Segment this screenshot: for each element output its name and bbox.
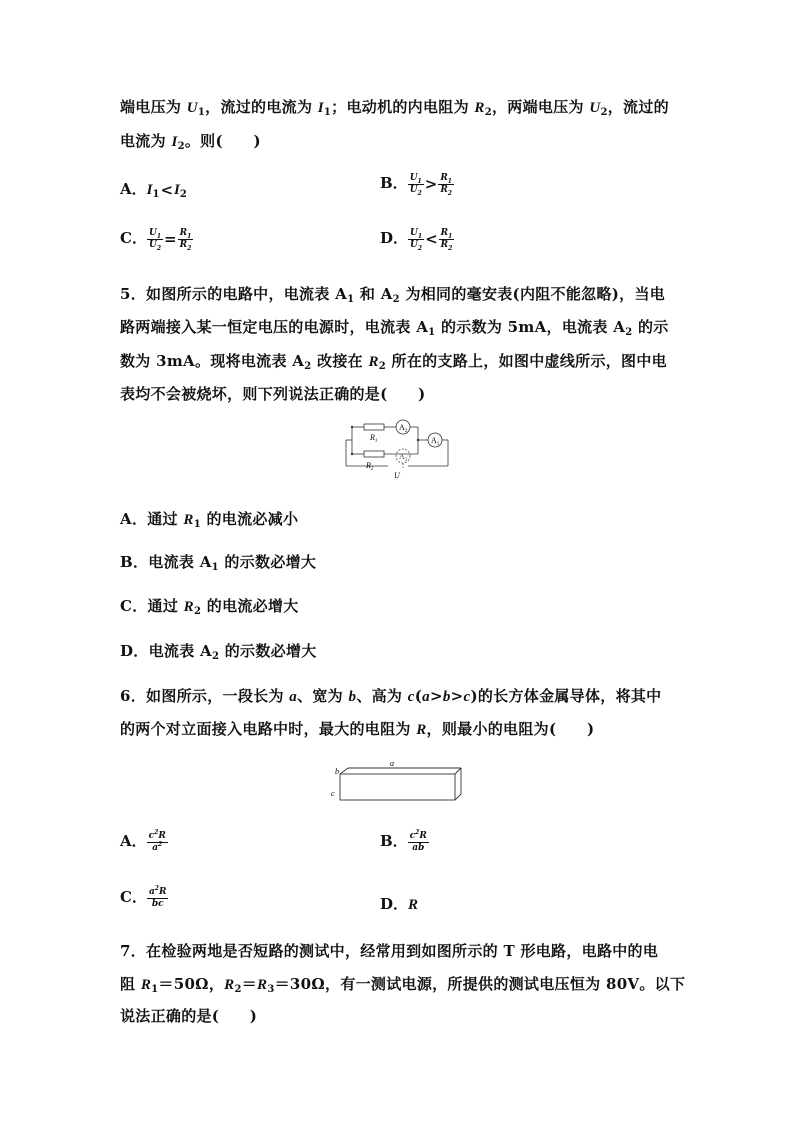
sub: 1 [417, 177, 422, 185]
var: U [186, 100, 198, 116]
q7-line-1 [120, 940, 658, 961]
text: 。则( ) [184, 132, 261, 150]
relation: < [160, 181, 174, 199]
sub: 2 [392, 294, 400, 305]
var: R [440, 227, 449, 238]
sub: 1 [193, 519, 201, 530]
sub: 3 [267, 984, 275, 995]
var: c [148, 830, 155, 841]
q5-line-4 [120, 383, 426, 404]
q6-line-1 [120, 685, 661, 706]
var: ab [412, 842, 425, 853]
text: 数为 3mA。现将电流表 A [120, 352, 305, 370]
var: R [183, 599, 194, 615]
var: R [183, 512, 194, 528]
fraction [439, 228, 455, 251]
var: b [348, 689, 357, 705]
var: U [409, 184, 418, 195]
var: R [440, 184, 448, 195]
var: R [257, 977, 268, 993]
var: R [440, 172, 448, 183]
sub: 1 [323, 107, 332, 118]
var: R [368, 354, 379, 370]
option-label: C． [120, 229, 147, 247]
option-label: D． [380, 895, 409, 913]
a2-label: $A_2$ [399, 423, 408, 434]
q4-option-c[interactable] [120, 227, 193, 251]
text: 的两个对立面接入电路中时，最大的电阻为 [120, 720, 417, 738]
var: I [146, 182, 153, 198]
var: R [179, 239, 188, 250]
q7-line-3 [120, 1005, 257, 1026]
option-label: A． [120, 832, 147, 850]
sub: 1 [151, 984, 159, 995]
text: > [450, 687, 464, 705]
sub: 2 [625, 327, 633, 338]
q5-circuit-diagram [340, 416, 456, 480]
option-label: D． [380, 229, 409, 247]
sub: 1 [428, 327, 436, 338]
height-label: c [331, 789, 335, 798]
text: 路两端接入某一恒定电压的电源时，电流表 A [120, 318, 429, 336]
q6-line-2 [120, 718, 594, 739]
sub: 1 [448, 232, 453, 240]
sup: 2 [158, 840, 163, 848]
text: 表均不会被烧坏，则下列说法正确的是( ) [120, 385, 426, 403]
sub: 2 [179, 189, 187, 200]
var: R [224, 977, 235, 993]
fraction [147, 228, 163, 251]
text: ；电动机的内电阻为 [331, 98, 475, 116]
length-label: a [390, 759, 394, 768]
text: 的示数必增大 [218, 553, 317, 571]
var: R [140, 977, 152, 993]
q4-line-2 [120, 130, 261, 151]
text: 7．在检验两地是否短路的测试中，经常用到如图所示的 T 形电路，电路中的电 [120, 942, 659, 960]
fraction [408, 173, 424, 196]
option-label: B． [380, 174, 408, 192]
var: R [416, 722, 427, 738]
sub: 1 [347, 294, 355, 305]
q5-option-d[interactable] [120, 640, 317, 661]
var: U [589, 100, 601, 116]
r2-label: $R_2$ [366, 461, 374, 472]
var: I [317, 100, 324, 116]
fraction [408, 228, 424, 251]
sub: 1 [447, 177, 452, 185]
q6-option-b[interactable] [380, 830, 429, 854]
r1-label: $R_1$ [370, 433, 378, 444]
q4-line-1 [120, 96, 669, 117]
sub: 2 [193, 606, 202, 617]
sub: 2 [234, 984, 242, 995]
sub: 2 [156, 244, 161, 252]
var: R [179, 227, 188, 238]
text: A．通过 [120, 510, 184, 528]
q4-option-b[interactable] [380, 172, 454, 196]
q6-option-c[interactable] [120, 886, 168, 910]
text: ( [414, 687, 423, 705]
text: > [429, 687, 443, 705]
text: D．电流表 A [120, 642, 212, 660]
var: I [174, 182, 180, 198]
fraction [438, 173, 454, 196]
q7-line-2 [120, 973, 685, 994]
text: ＝ [241, 975, 258, 993]
text: ＝50Ω， [158, 975, 225, 993]
sub: 2 [187, 244, 192, 252]
text: 的电流必减小 [200, 510, 299, 528]
text: 端电压为 [120, 98, 187, 116]
var: bc [151, 898, 164, 909]
relation: > [424, 175, 438, 193]
a2-dashed-label: $A_2$ [399, 452, 408, 463]
text: 阻 [120, 975, 141, 993]
sub: 1 [417, 232, 423, 240]
sub: 2 [447, 189, 452, 197]
sup: 2 [154, 828, 159, 836]
var: R [474, 100, 485, 116]
option-label: A． [120, 180, 147, 198]
text: 的示 [632, 318, 669, 336]
text: 、宽为 [297, 687, 349, 705]
sub: 1 [211, 562, 219, 573]
fraction [178, 228, 194, 251]
q5-option-b[interactable] [120, 551, 316, 572]
sub: 2 [177, 141, 185, 152]
var: a [148, 886, 155, 897]
text: 的示数必增大 [219, 642, 317, 660]
text: 改接在 [311, 352, 369, 370]
text: 为相同的毫安表(内阻不能忽略)，当电 [399, 285, 666, 303]
option-label: B． [380, 832, 408, 850]
text: ，流过的电流为 [205, 98, 318, 116]
text: ＝30Ω，有一测试电源，所提供的测试电压恒为 80V。以下 [274, 975, 686, 993]
q5-line-1 [120, 283, 665, 304]
var: R [440, 239, 449, 250]
fraction [147, 884, 169, 910]
var: U [148, 239, 157, 250]
text: 5．如图所示的电路中，电流表 A [120, 285, 348, 303]
relation: = [164, 230, 177, 248]
var: R [408, 897, 419, 913]
q5-line-2 [120, 316, 669, 337]
q6-cuboid-diagram [330, 758, 465, 806]
var: U [148, 227, 157, 238]
u-label: U [394, 471, 400, 480]
a1-label: $A_1$ [431, 436, 440, 447]
sup: 2 [415, 828, 420, 836]
text: 所在的支路上，如图中虚线所示，图中电 [386, 352, 667, 370]
sup: 2 [154, 884, 159, 892]
text: ，两端电压为 [491, 98, 590, 116]
var: R [419, 830, 427, 841]
var: a [152, 842, 159, 853]
q6-option-a[interactable] [120, 830, 168, 854]
var: I [171, 134, 178, 150]
q5-option-a[interactable] [120, 508, 298, 529]
var: R [158, 830, 166, 841]
var: a [422, 689, 430, 705]
q4-option-a[interactable] [120, 178, 187, 199]
sub: 2 [600, 107, 608, 118]
width-label: b [335, 767, 339, 776]
var: R [158, 886, 167, 897]
text: 和 A [354, 285, 393, 303]
var: U [409, 172, 418, 183]
text: 电流为 [120, 132, 172, 150]
text: 的示数为 5mA，电流表 A [435, 318, 626, 336]
sub: 1 [187, 232, 192, 240]
text: 说法正确的是( ) [120, 1007, 258, 1025]
text: 的电流必增大 [201, 597, 299, 615]
var: U [410, 239, 418, 250]
text: ，则最小的电阻为( ) [426, 720, 595, 738]
var: b [442, 689, 451, 705]
fraction [408, 828, 429, 854]
sub: 2 [484, 107, 492, 118]
var: U [410, 227, 418, 238]
sub: 2 [211, 651, 220, 662]
sub: 1 [152, 189, 160, 200]
sub: 1 [156, 232, 161, 240]
sub: 1 [197, 107, 206, 118]
text: )的长方体金属导体，将其中 [470, 687, 662, 705]
option-label: C． [120, 888, 147, 906]
sub: 2 [417, 244, 423, 252]
fraction [147, 828, 168, 854]
sub: 2 [304, 361, 312, 372]
var: a [289, 689, 298, 705]
relation: < [425, 230, 438, 248]
text: 6．如图所示，一段长为 [120, 687, 290, 705]
sub: 2 [448, 244, 453, 252]
text: B．电流表 A [120, 553, 212, 571]
text: ，流过的 [607, 98, 669, 116]
q5-line-3 [120, 350, 667, 371]
sub: 2 [417, 189, 422, 197]
sub: 2 [378, 361, 387, 372]
q4-option-d[interactable] [380, 227, 454, 251]
q5-option-c[interactable] [120, 595, 299, 616]
q6-option-d[interactable] [380, 893, 418, 914]
text: 、高为 [356, 687, 408, 705]
var: c [407, 689, 415, 705]
text: C．通过 [120, 597, 184, 615]
var: c [409, 830, 416, 841]
var: c [463, 689, 471, 705]
